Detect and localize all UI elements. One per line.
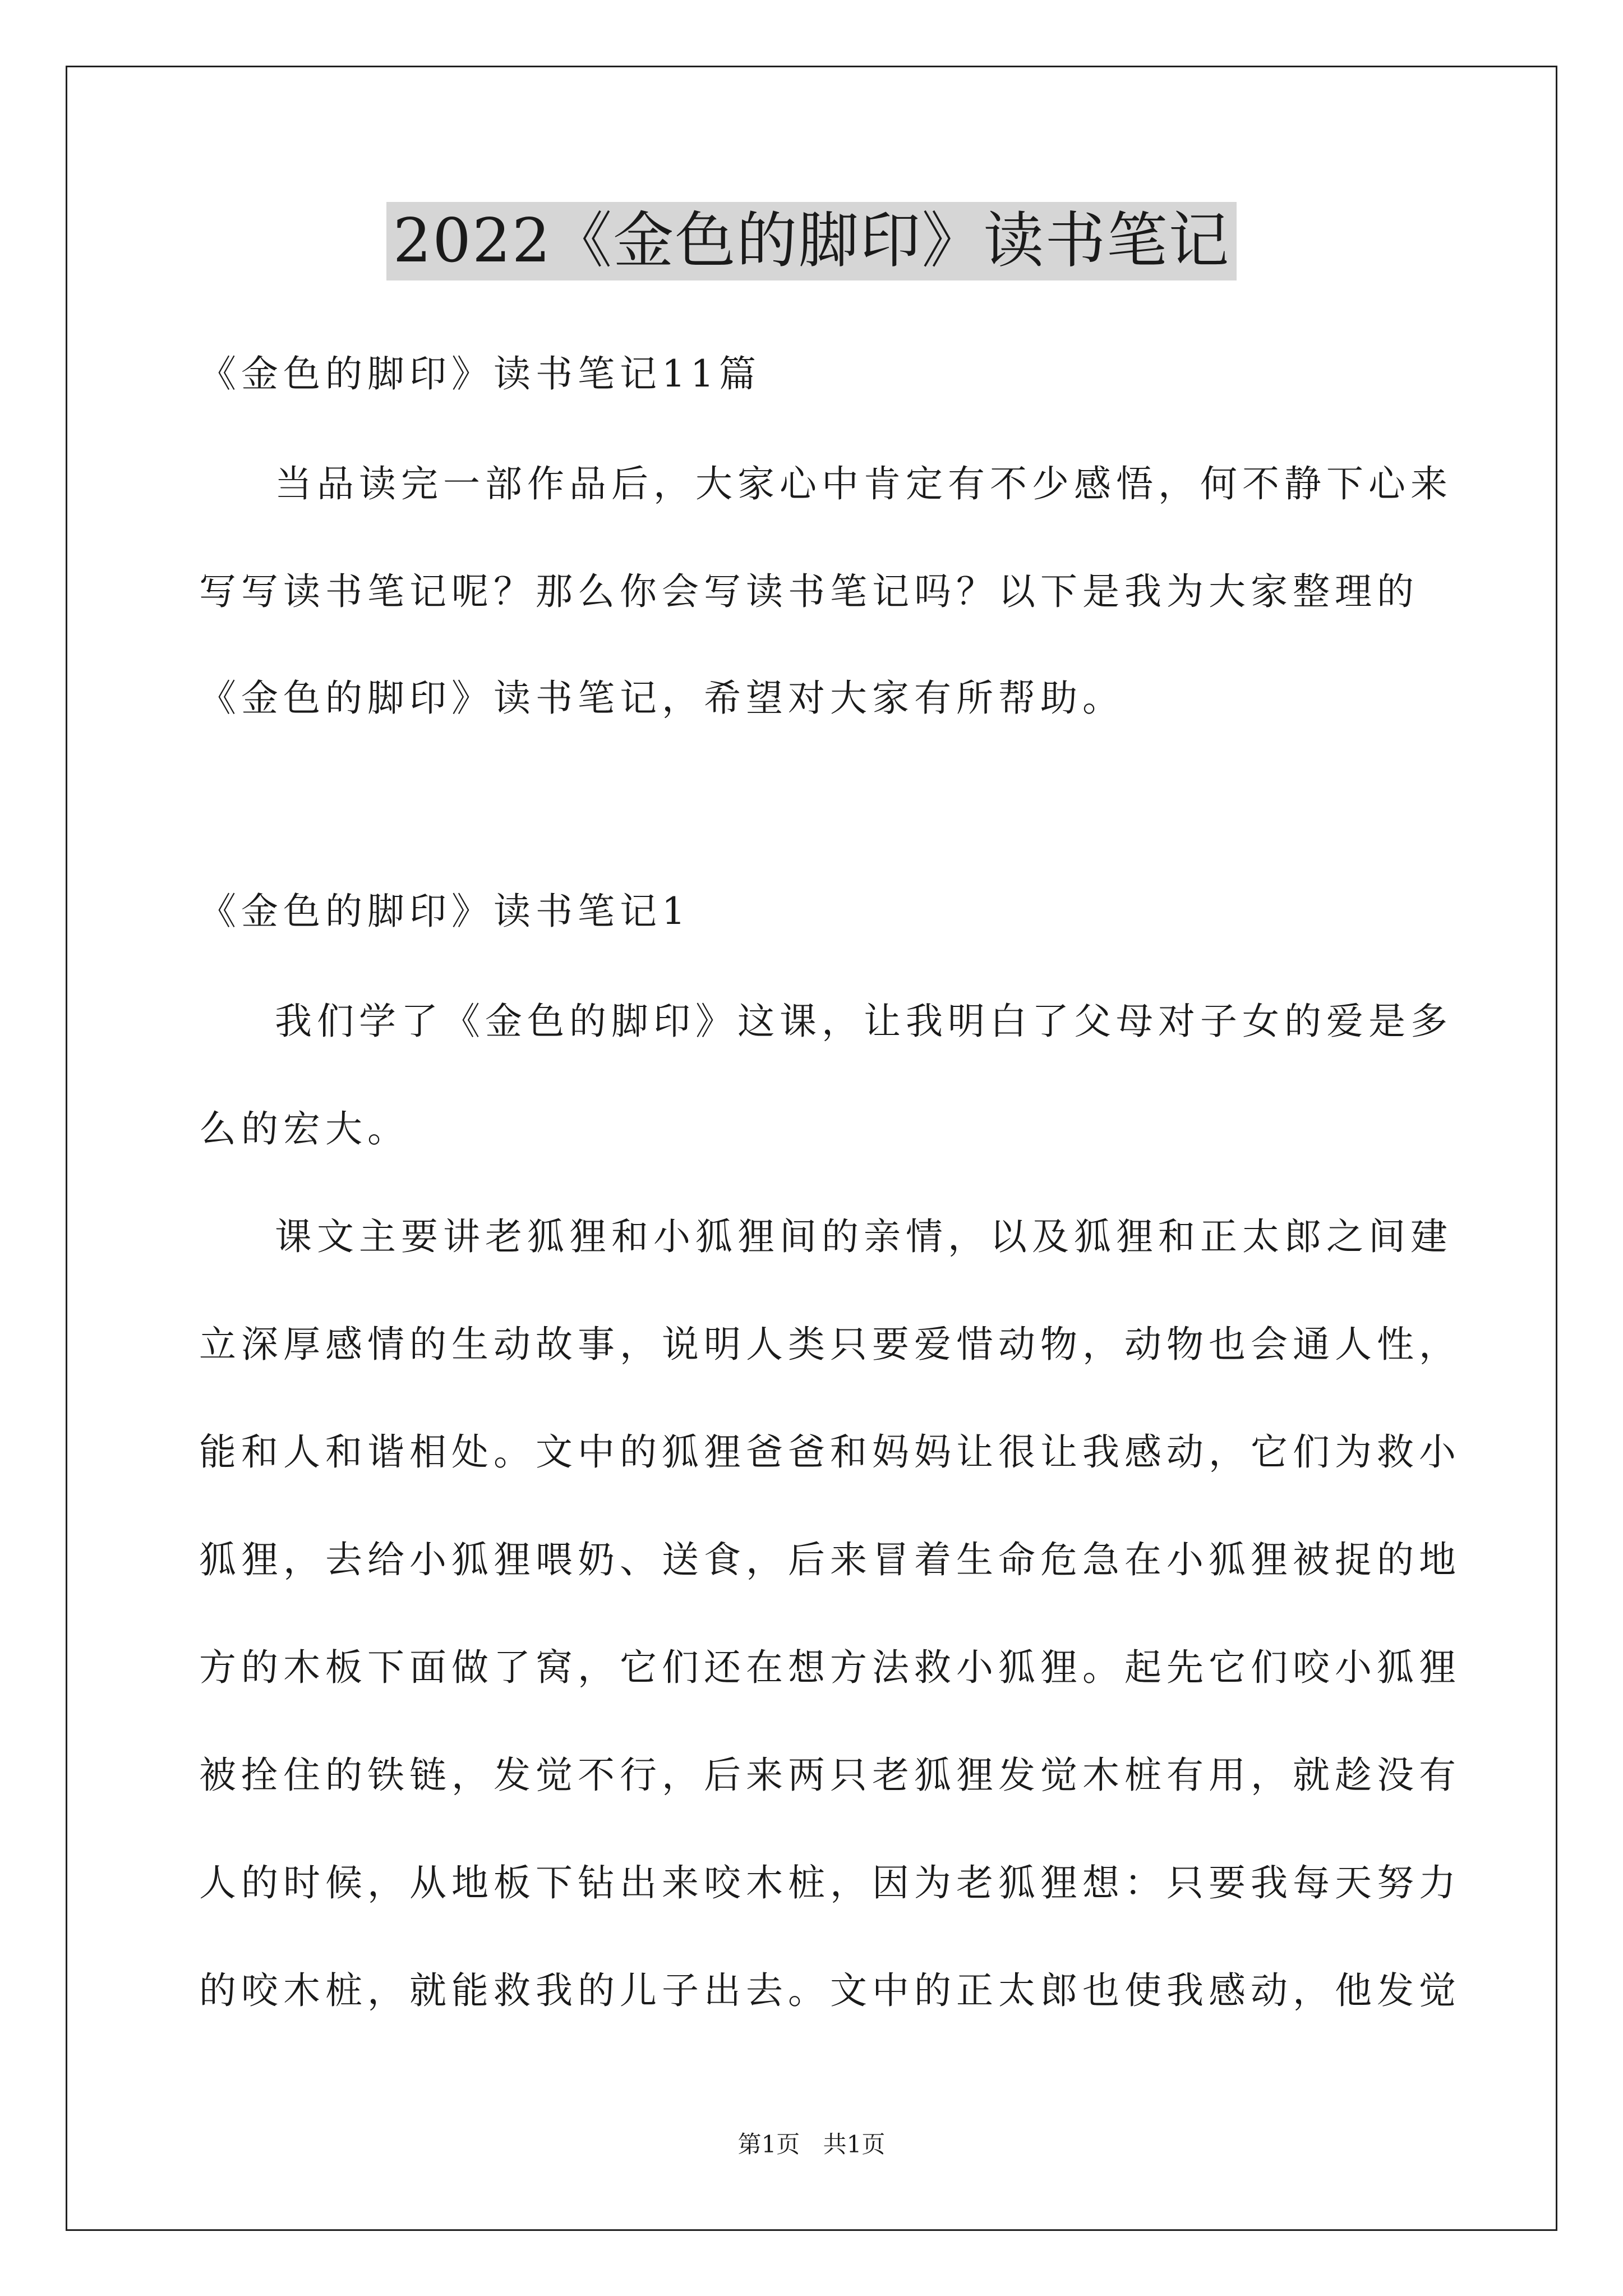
title-container xyxy=(0,202,1623,280)
section-heading: 《金色的脚印》读书笔记1 xyxy=(199,890,690,933)
page-total: 共1页 xyxy=(823,2131,886,2158)
page-number: 第1页 xyxy=(737,2131,800,2158)
document-title: 2022《金色的脚印》读书笔记 xyxy=(386,202,1237,280)
paragraph-2-line-6: 被拴住的铁链，发觉不行，后来两只老狐狸发觉木桩有用，就趁没有 xyxy=(199,1754,1461,1797)
paragraph-1-line-1: 我们学了《金色的脚印》这课，让我明白了父母对子女的爱是多 xyxy=(275,1000,1453,1043)
intro-line-3: 《金色的脚印》读书笔记，希望对大家有所帮助。 xyxy=(199,677,1124,720)
paragraph-2-line-1: 课文主要讲老狐狸和小狐狸间的亲情，以及狐狸和正太郎之间建 xyxy=(275,1215,1453,1258)
paragraph-2-line-7: 人的时候，从地板下钻出来咬木桩，因为老狐狸想：只要我每天努力 xyxy=(199,1861,1461,1904)
paragraph-2-line-4: 狐狸，去给小狐狸喂奶、送食，后来冒着生命危急在小狐狸被捉的地 xyxy=(199,1538,1461,1581)
document-subtitle: 《金色的脚印》读书笔记11篇 xyxy=(199,352,761,395)
paragraph-1-line-2: 么的宏大。 xyxy=(199,1107,409,1151)
paragraph-2-line-2: 立深厚感情的生动故事，说明人类只要爱惜动物，动物也会通人性， xyxy=(199,1323,1461,1366)
intro-line-1: 当品读完一部作品后，大家心中肯定有不少感悟，何不静下心来 xyxy=(275,462,1453,505)
intro-line-2: 写写读书笔记呢？那么你会写读书笔记吗？以下是我为大家整理的 xyxy=(199,570,1419,613)
paragraph-2-line-8: 的咬木桩，就能救我的儿子出去。文中的正太郎也使我感动，他发觉 xyxy=(199,1969,1461,2012)
paragraph-2-line-3: 能和人和谐相处。文中的狐狸爸爸和妈妈让很让我感动，它们为救小 xyxy=(199,1430,1461,1474)
paragraph-2-line-5: 方的木板下面做了窝，它们还在想方法救小狐狸。起先它们咬小狐狸 xyxy=(199,1646,1461,1689)
page-footer xyxy=(0,2129,1623,2160)
